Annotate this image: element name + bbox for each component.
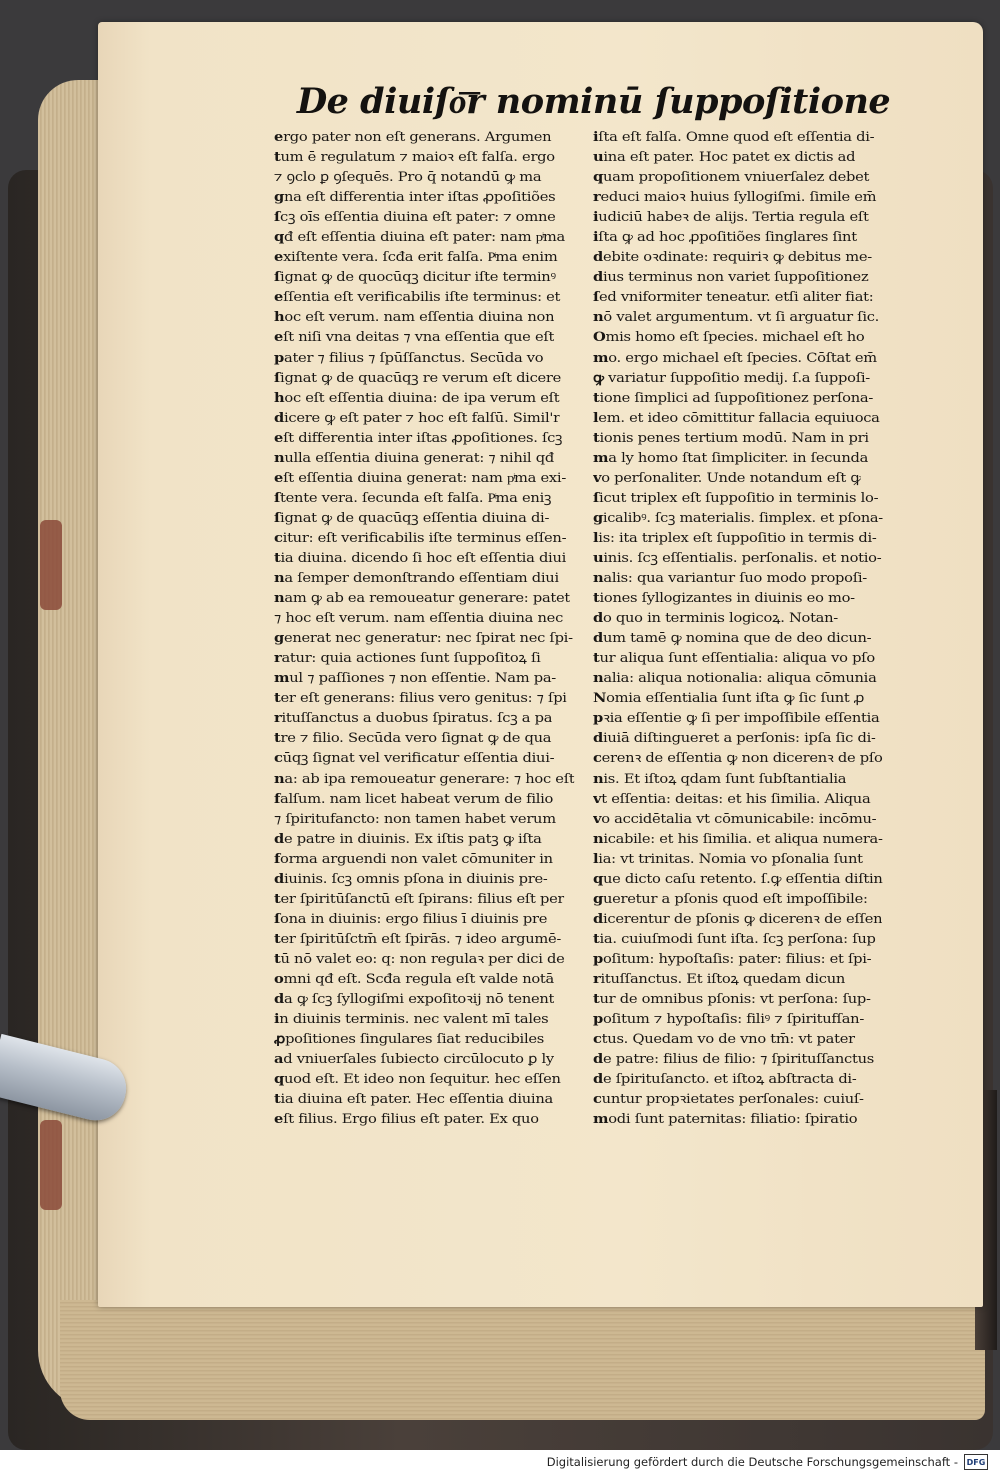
text-line: tionis penes tertium modū. Nam in pri — [593, 430, 869, 446]
text-line: nam ꝙ ab ea remoueatur generare: patet — [274, 591, 570, 607]
text-line: ꝙ variatur ſuppoſitio medij. ſ.a ſuppoſi- — [593, 370, 870, 386]
text-line: generat nec generatur: nec ſpirat nec ſpi- — [274, 631, 573, 647]
text-line: tre ⁊ filio. Secūda vero ſignat ꝙ de qua — [274, 731, 552, 747]
text-line: tū nō valet eo: q: non regulaꝛ per dici de — [274, 951, 565, 967]
dfg-logo-icon: DFG — [964, 1454, 988, 1470]
text-line: ſignat ꝙ de quocūqꝫ dicitur iſte terminꝰ — [274, 270, 556, 286]
text-line: ſona in diuinis: ergo filius ī diuinis pre — [274, 911, 548, 927]
text-line: omni qđ eſt. Scđa regula eſt valde notā — [274, 971, 554, 987]
text-line: hoc eſt eſſentia diuina: de ipa verum eſt — [274, 390, 560, 406]
text-line: Nomia eſſentialia ſunt iſta ꝙ ſic ſunt ꝓ — [593, 691, 865, 707]
text-line: rituſſanctus a duobus ſpiratus. ſcꝫ a pa — [274, 711, 552, 727]
text-column-left — [274, 128, 576, 1130]
text-line: iſta ꝙ ad hoc ꝓpoſitiões ſinglares ſint — [593, 230, 857, 246]
text-line: citur: eſt verificabilis iſte terminus eſſen- — [274, 530, 567, 546]
text-line: gicalibꝰ. ſcꝫ materialis. ſimplex. et pſona- — [593, 510, 883, 526]
text-line: forma arguendi non valet cōmuniter in — [274, 851, 553, 867]
text-line: nulla eſſentia diuina generat: ⁊ nihil qđ — [274, 450, 554, 466]
text-line: eſt niſi vna deitas ⁊ vna eſſentia que eſt — [274, 330, 554, 346]
text-line: modi ſunt paternitas: filiatio: ſpiratio — [593, 1112, 858, 1128]
text-line: de ſpirituſancto. et iſtoꝝ abſtracta di- — [593, 1072, 857, 1088]
text-line: ergo pater non eſt generans. Argumen — [274, 130, 552, 145]
text-line: ſignat ꝙ de quacūqꝫ re verum eſt dicere — [274, 370, 561, 386]
text-line: nō valet argumentum. vt ſi arguatur ſic. — [593, 310, 879, 326]
text-line: vo accidētalia vt cōmunicabile: incōmu- — [593, 811, 877, 827]
text-line: tur aliqua ſunt eſſentialia: aliqua vo pſo — [593, 651, 875, 667]
text-line: ſignat ꝙ de quacūqꝫ eſſentia diuina di- — [274, 510, 550, 526]
text-line: iſta eſt falſa. Omne quod eſt eſſentia di- — [593, 130, 875, 145]
text-line: diuiā diſtingueret a perſonis: ipſa ſic di- — [593, 731, 876, 747]
text-line: na ſemper demonſtrando eſſentiam diui — [274, 571, 559, 587]
text-line: eſt differentia inter iſtas ꝓpoſitiones. ſcꝫ — [274, 430, 562, 446]
page-edges-bottom — [60, 1300, 985, 1420]
text-line: debite oꝛdinate: requiriꝛ ꝙ debitus me- — [593, 250, 872, 266]
text-line: diuinis. ſcꝫ omnis pſona in diuinis pre- — [274, 871, 548, 887]
text-line: poſitum ⁊ hypoſtaſis: filiꝰ ⁊ ſpiritufſan- — [593, 1012, 865, 1028]
text-line: pꝛia eſſentie ꝙ ſi per impoſſibile eſſentia — [593, 711, 880, 727]
text-line: na: ab ipa remoueatur generare: ⁊ hoc eſt — [274, 771, 575, 787]
text-line: tia diuina eſt pater. Hec eſſentia diuina — [274, 1092, 553, 1108]
text-line: qđ eſt eſſentia diuina eſt pater: nam pͥma — [274, 230, 565, 246]
text-line: que dicto caſu retento. ſ.ꝙ eſſentia diſtin — [593, 871, 883, 887]
red-page-edge-marking — [40, 1120, 62, 1210]
text-line: tia diuina. dicendo ſi hoc eſt eſſentia diui — [274, 550, 567, 566]
text-line: cuntur propꝛietates perſonales: cuiuſ- — [593, 1092, 864, 1108]
text-line: falſum. nam licet habeat verum de filio — [274, 791, 553, 807]
text-line: de patre in diuinis. Ex iſtis patꝫ ꝙ iſta — [274, 831, 542, 847]
text-line: eſſentia eſt verificabilis iſte terminus: et — [274, 290, 561, 306]
text-line: tia. cuiuſmodi ſunt iſta. ſcꝫ perſona: ſup — [593, 931, 876, 947]
text-line: ter ſpiritūſctm̄ eſt ſpirās. ⁊ ideo argumē- — [274, 931, 561, 947]
red-page-edge-marking — [40, 520, 62, 610]
text-line: da ꝙ ſcꝫ ſyllogiſmi expoſitoꝛij nō tenent — [274, 992, 554, 1008]
text-line: ſtente vera. ſecunda eſt falſa. Pͥma eniꝫ — [274, 490, 552, 506]
text-line: quam propoſitionem vniuerſalez debet — [593, 170, 870, 186]
text-line: ⁊ hoc eſt verum. nam eſſentia diuina nec — [274, 611, 563, 627]
text-line: do quo in terminis logicoꝝ. Notan- — [593, 611, 838, 627]
text-line: gna eſt differentia inter iſtas ꝓpoſitiões — [274, 190, 556, 206]
text-line: dius terminus non variet ſuppoſitionez — [593, 270, 869, 286]
text-line: nalia: aliqua notionalia: aliqua cōmunia — [593, 671, 877, 687]
text-line: dicerentur de pſonis ꝙ dicerenꝛ de eſſen — [593, 911, 882, 927]
text-line: iudiciū habeꝛ de alijs. Tertia regula eſt — [593, 210, 869, 226]
text-line: uinis. ſcꝫ eſſentialis. perſonalis. et notio- — [593, 550, 882, 566]
text-line: pater ⁊ filius ⁊ ſpūſſanctus. Secūda vo — [274, 350, 544, 366]
text-line: lia: vt trinitas. Nomia vo pſonalia ſunt — [593, 851, 863, 867]
text-line: nis. Et iſtoꝝ qdam ſunt ſubſtantialia — [593, 771, 847, 787]
text-line: ſicut triplex eſt ſuppoſitio in terminis lo- — [593, 490, 879, 506]
text-line: vt eſſentia: deitas: et his ſimilia. Aliqua — [593, 791, 871, 807]
text-column-right — [593, 128, 883, 1130]
text-line: tur de omnibus pſonis: vt perſona: ſup- — [593, 992, 871, 1008]
text-line: uina eſt pater. Hoc patet ex dictis ad — [593, 150, 856, 166]
text-line: ctus. Quedam vo de vno tm̄: vt pater — [593, 1032, 855, 1048]
text-line: de patre: filius de filio: ⁊ ſpirituſſanctus — [593, 1052, 874, 1068]
text-line: reduci maioꝛ huius ſyllogiſmi. ſimile em̄ — [593, 190, 877, 206]
text-line: ter eſt generans: filius vero genitus: ⁊ ſpi — [274, 691, 567, 707]
text-line: tiones ſyllogizantes in diuinis eo mo- — [593, 591, 855, 607]
text-line: eſt eſſentia diuina generat: nam pͥma exi- — [274, 470, 567, 486]
text-line: cūqꝫ ſignat vel verificatur eſſentia diui- — [274, 751, 554, 767]
running-head: De diuiſo͞r nominū ſuppoſitione — [296, 80, 891, 122]
text-line: ratur: quia actiones ſunt ſuppoſitoꝝ ſi — [274, 651, 541, 667]
text-line: lis: ita triplex eſt ſuppoſitio in termis di- — [593, 530, 877, 546]
text-line: eſt filius. Ergo filius eſt pater. Ex quo — [274, 1112, 539, 1128]
text-line: quod eſt. Et ideo non ſequitur. hec eſſen — [274, 1072, 561, 1088]
text-line: ad vniuerſales ſubiecto circūlocuto ꝑ ly — [274, 1052, 554, 1068]
footer-bar — [0, 1450, 1000, 1474]
text-line: vo perſonaliter. Unde notandum eſt ꝙ — [593, 470, 861, 486]
text-line: rituſſanctus. Et iſtoꝝ quedam dicun — [593, 971, 845, 987]
text-line: nalis: qua variantur ſuo modo propoſi- — [593, 571, 867, 587]
text-line: ſcꝫ oīs eſſentia diuina eſt pater: ⁊ omne — [274, 210, 556, 226]
text-line: dum tamē ꝙ nomina que de deo dicun- — [593, 631, 872, 647]
text-line: in diuinis terminis. nec valent mī tales — [274, 1012, 549, 1028]
text-line: Omis homo eſt ſpecies. michael eſt ho — [593, 330, 865, 346]
text-line: ꝓpoſitiones ſingulares ſiat reducibiles — [274, 1032, 544, 1048]
text-line: dicere ꝙ eſt pater ⁊ hoc eſt falſū. Simil'r — [274, 410, 560, 426]
text-line: lem. et ideo cōmittitur fallacia equiuoca — [593, 410, 880, 426]
text-line: tum ē regulatum ⁊ maioꝛ eſt falſa. ergo — [274, 150, 555, 166]
text-line: mul ⁊ paſſiones ⁊ non eſſentie. Nam pa- — [274, 671, 556, 687]
text-line: ⁊ ꝯclo ꝑ ꝯſequēs. Pro q̄ notandū ꝙ ma — [274, 170, 542, 186]
text-line: ſed vniformiter teneatur. etſi aliter fiat: — [593, 290, 873, 306]
funding-credit: Digitalisierung gefördert durch die Deutsche Forschungsgemeinschaft - — [546, 1455, 958, 1469]
text-line: tione ſimplici ad ſuppoſitionez perſona- — [593, 390, 873, 406]
text-line: ter ſpiritūſanctū eſt ſpirans: filius eſt per — [274, 891, 565, 907]
text-line: gueretur a pſonis quod eſt impoſſibile: — [593, 891, 868, 907]
text-line: cerenꝛ de eſſentia ꝙ non dicerenꝛ de pſo — [593, 751, 883, 767]
text-line: nicabile: et his ſimilia. et aliqua numera- — [593, 831, 883, 847]
text-line: poſitum: hypoſtaſis: pater: filius: et ſpi- — [593, 951, 872, 967]
text-line: ⁊ ſpiritufancto: non tamen habet verum — [274, 811, 556, 827]
text-line: exiſtente vera. ſcđa erit falſa. Pͥma enim — [274, 250, 558, 266]
text-line: ma ly homo ſtat ſimpliciter. in ſecunda — [593, 450, 869, 466]
text-line: mo. ergo michael eſt ſpecies. Cōſtat em̄ — [593, 350, 877, 366]
text-line: hoc eſt verum. nam eſſentia diuina non — [274, 310, 554, 326]
